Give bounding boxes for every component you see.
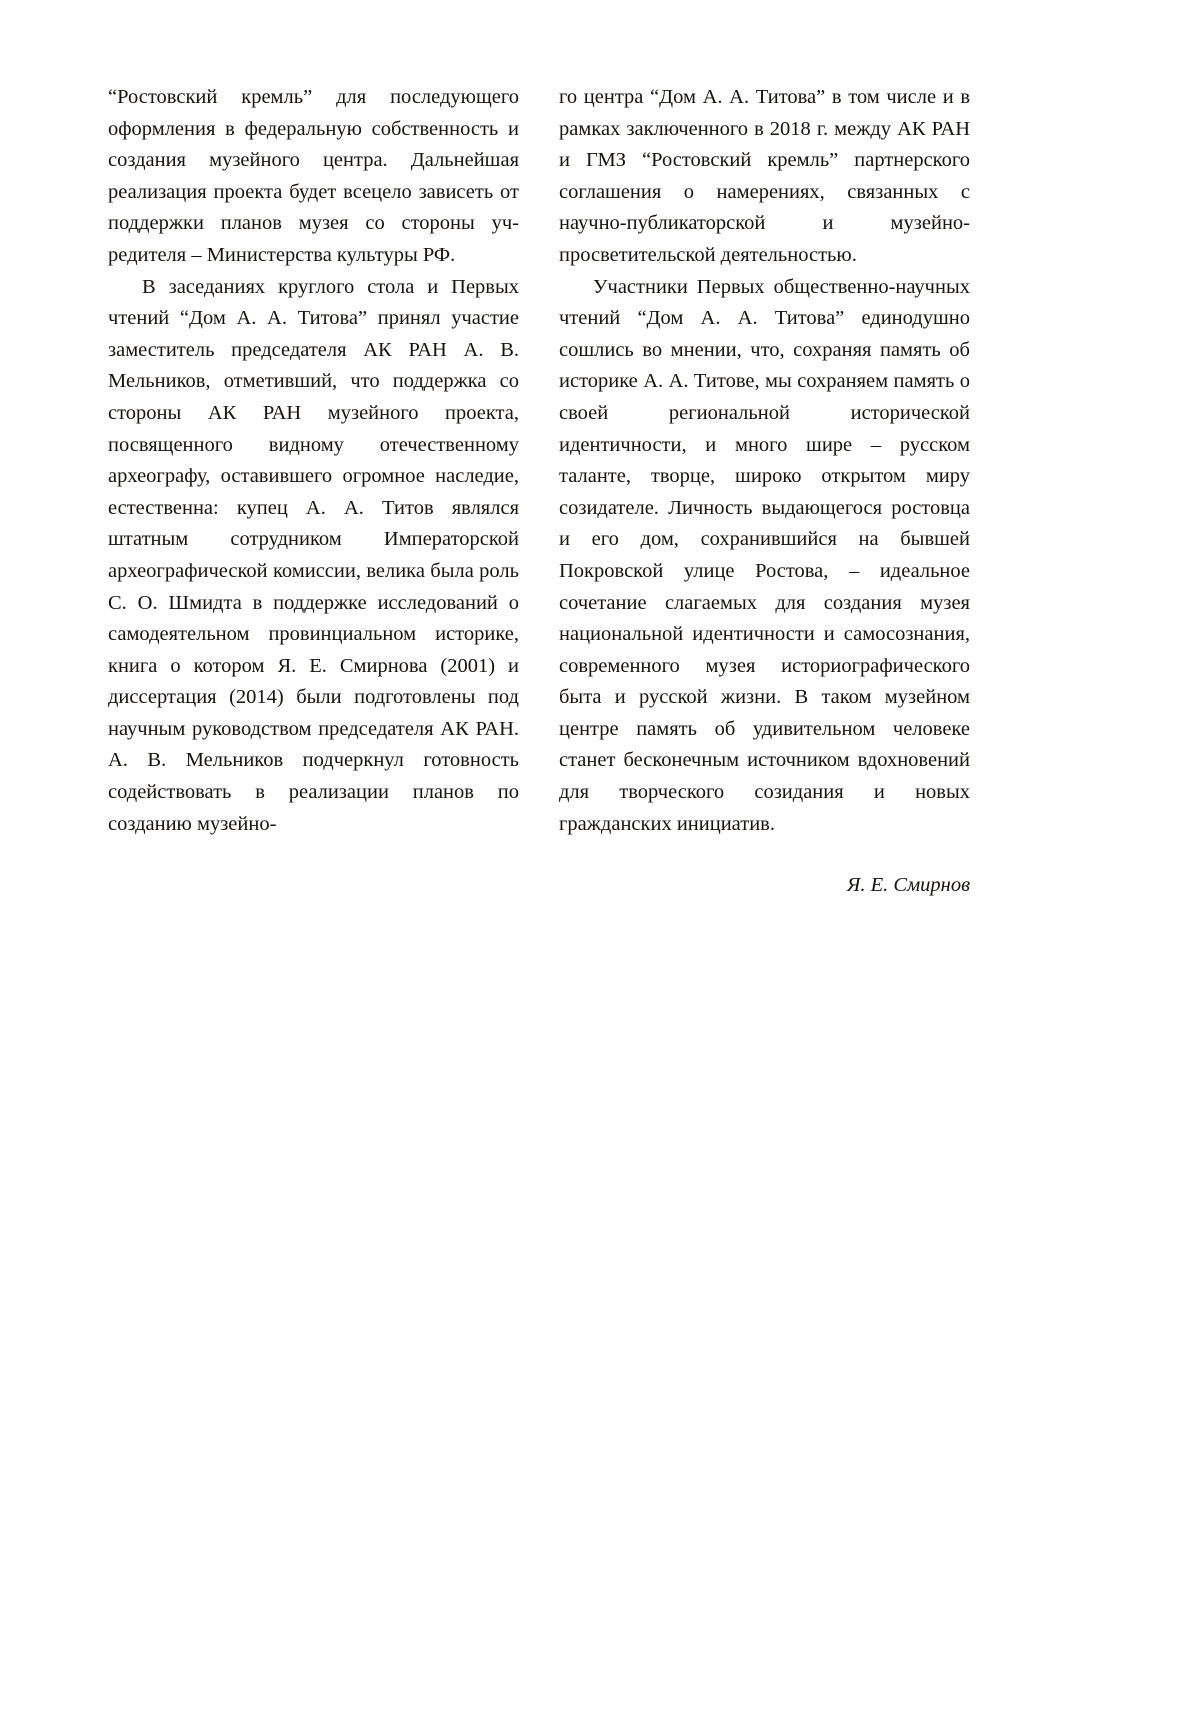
two-column-layout [108,82,970,902]
right-column [559,82,970,902]
page-content [108,82,970,902]
author-signature: Я. Е. Смирнов [846,874,970,897]
right-column-paragraph-1: го центра “Дом А. А. Титова” в том числе и в рамках заключенного в 2018 г. между АК РАН и ГМЗ “Ростовский кремль” партнерского соглашения о намерениях, связанных с научно-публикаторской и музейно-просветительской деятельностью. [559,86,970,266]
right-column-paragraph-2: Участники Первых общественно-научных чтений “Дом А. А. Титова” единодушно сошлись во мнении, что, сохраняя память об историке А. А. Титове, мы сохраняем память о своей региональной исторической идентичности, и много шире – русском таланте, творце, широко открытом миру созидателе. Личность выдающегося ростовца и его дом, сохранившийся на бывшей Покровской улице Ростова, – идеальное сочетание слагаемых для создания музея национальной идентичности и самосознания, современного музея историографического быта и русской жизни. В таком музейном центре память об удивительном человеке станет бесконечным источником вдохновений для творческого созидания и новых гражданских инициатив. [559,275,970,835]
left-column-paragraph-1: “Ростовский кремль” для последующего оформления в федеральную собственность и создания музейного центра. Дальнейшая реализация проекта будет всецело зависеть от поддержки планов музея со стороны учредителя – Министерства культуры РФ. [108,86,519,266]
left-column [108,82,519,840]
left-column-paragraph-2: В заседаниях круглого стола и Первых чтений “Дом А. А. Титова” принял участие заместитель председателя АК РАН А. В. Мельников, отметивший, что поддержка со стороны АК РАН музейного проекта, посвященного видному отечественному археографу, оставившего огромное наследие, естественна: купец А. А. Титов являлся штатным сотрудником Императорской археографической комиссии, велика была роль С. О. Шмидта в поддержке исследований о самодеятельном провинциальном историке, книга о котором Я. Е. Смирнова (2001) и диссертация (2014) были подготовлены под научным руководством председателя АК РАН. А. В. Мельников подчеркнул готовность содействовать в реализации планов по созданию музейно- [108,275,519,835]
